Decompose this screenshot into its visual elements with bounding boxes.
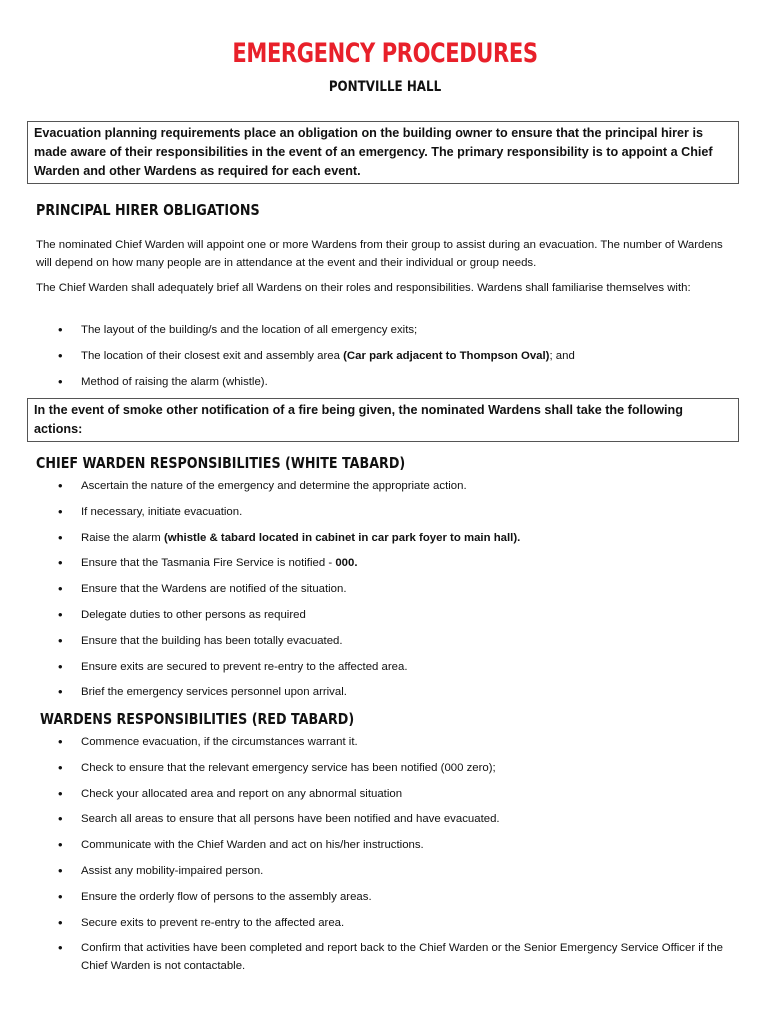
chief-list bbox=[0, 477, 770, 709]
list-item bbox=[0, 477, 731, 495]
list-item-text: Commence evacuation, if the circumstances warrant it. bbox=[81, 736, 358, 748]
principal-para-2: The Chief Warden shall adequately brief all Wardens on their roles and responsibilities. Wardens shall familiarise themselves with: bbox=[36, 282, 691, 294]
list-item-text: Brief the emergency services personnel upon arrival. bbox=[81, 686, 347, 699]
list-item-emphasis: (whistle & tabard located in cabinet in car park foyer to main hall). bbox=[163, 531, 521, 544]
chief-heading: CHIEF WARDEN RESPONSIBILITIES (WHITE TABARD) bbox=[36, 454, 406, 472]
list-item-text: Delegate duties to other persons as required bbox=[81, 608, 306, 621]
list-item bbox=[0, 503, 731, 521]
list-item-emphasis: (Car park adjacent to Thompson Oval) bbox=[343, 350, 550, 362]
list-item-text: Method of raising the alarm (whistle). bbox=[81, 376, 268, 388]
list-item bbox=[0, 580, 731, 598]
list-item bbox=[0, 785, 731, 803]
principal-para-1: The nominated Chief Warden will appoint one or more Wardens from their group to assist during an evacuation. The number of Wardens will depend on how many people are in attendance at the event and their individual or group needs. bbox=[36, 239, 723, 269]
intro-box: Evacuation planning requirements place an obligation on the building owner to ensure that the principal hirer is made aware of their responsibilities in the event of an emergency. The primary responsibility is to appoint a Chief Warden and other Wardens as required for each event. bbox=[27, 121, 739, 184]
list-item-text: Ascertain the nature of the emergency and determine the appropriate action. bbox=[81, 480, 467, 492]
list-item bbox=[0, 632, 731, 650]
list-item bbox=[0, 888, 731, 906]
list-item-text: The location of their closest exit and assembly area bbox=[81, 350, 344, 362]
list-item bbox=[0, 810, 731, 828]
list-item-text: Ensure the orderly flow of persons to the assembly areas. bbox=[81, 890, 372, 903]
list-item-text: Ensure exits are secured to prevent re-entry to the affected area. bbox=[81, 660, 408, 673]
list-item-text: Check to ensure that the relevant emergency service has been notified (000 zero); bbox=[81, 761, 496, 774]
list-item bbox=[0, 733, 731, 751]
page-title: EMERGENCY PROCEDURES bbox=[232, 38, 538, 69]
list-item bbox=[0, 347, 731, 365]
list-item-tail: ; and bbox=[549, 350, 575, 362]
list-item-text: The layout of the building/s and the location of all emergency exits; bbox=[81, 324, 418, 336]
list-item bbox=[0, 939, 731, 975]
list-item bbox=[0, 759, 731, 777]
list-item bbox=[0, 658, 731, 676]
list-item-text: Assist any mobility-impaired person. bbox=[81, 864, 264, 877]
list-item bbox=[0, 836, 731, 854]
list-item bbox=[0, 321, 731, 339]
list-item bbox=[0, 683, 731, 701]
list-item-text: Raise the alarm bbox=[81, 531, 164, 544]
list-item-text: Secure exits to prevent re-entry to the affected area. bbox=[81, 916, 345, 929]
list-item bbox=[0, 914, 731, 932]
list-item-text: Communicate with the Chief Warden and act on his/her instructions. bbox=[81, 839, 424, 852]
list-item bbox=[0, 373, 731, 391]
wardens-heading: WARDENS RESPONSIBILITIES (RED TABARD) bbox=[40, 710, 355, 728]
list-item-text: Ensure that the building has been totally evacuated. bbox=[81, 634, 343, 647]
list-item bbox=[0, 554, 731, 572]
list-item bbox=[0, 529, 731, 547]
principal-list bbox=[0, 321, 770, 399]
list-item-text: Search all areas to ensure that all persons have been notified and have evacuated. bbox=[81, 813, 500, 826]
wardens-list bbox=[0, 733, 770, 983]
list-item-emphasis: 000. bbox=[335, 557, 358, 570]
action-box: In the event of smoke other notification of a fire being given, the nominated Wardens shall take the following actions: bbox=[27, 398, 739, 442]
list-item bbox=[0, 606, 731, 624]
list-item-text: Ensure that the Tasmania Fire Service is notified - bbox=[81, 557, 336, 570]
page-subtitle: PONTVILLE HALL bbox=[328, 79, 442, 95]
list-item-text: Ensure that the Wardens are notified of the situation. bbox=[81, 583, 347, 596]
list-item-text: Check your allocated area and report on any abnormal situation bbox=[81, 787, 403, 800]
list-item-text: Confirm that activities have been completed and report back to the Chief Warden or the Senior Emergency Service Officer if the Chief Warden is not contactable. bbox=[81, 942, 723, 973]
list-item-text: If necessary, initiate evacuation. bbox=[81, 505, 243, 518]
list-item bbox=[0, 862, 731, 880]
principal-heading: PRINCIPAL HIRER OBLIGATIONS bbox=[36, 201, 260, 219]
